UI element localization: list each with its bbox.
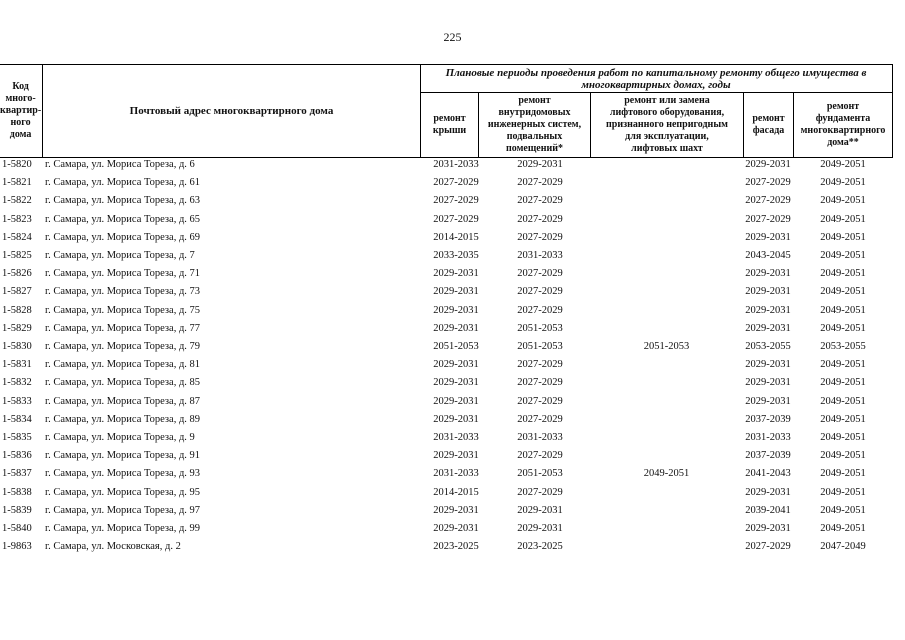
row-code: 1-5839 bbox=[2, 504, 32, 516]
table-row bbox=[0, 411, 905, 429]
row-engineering: 2027-2029 bbox=[517, 413, 563, 425]
table-row bbox=[0, 538, 905, 556]
row-address: г. Самара, ул. Мориса Тореза, д. 99 bbox=[45, 523, 201, 534]
row-engineering: 2029-2031 bbox=[517, 504, 563, 516]
row-code: 1-5826 bbox=[2, 268, 32, 280]
row-facade: 2037-2039 bbox=[745, 413, 791, 425]
row-address: г. Самара, ул. Мориса Тореза, д. 97 bbox=[45, 504, 201, 516]
row-facade: 2027-2029 bbox=[745, 541, 791, 553]
row-roof: 2014-2015 bbox=[433, 231, 479, 243]
row-code: 1-5834 bbox=[2, 413, 32, 425]
row-foundation: 2049-2051 bbox=[820, 213, 866, 225]
row-foundation: 2049-2051 bbox=[820, 177, 866, 189]
row-facade: 2039-2041 bbox=[745, 504, 791, 516]
row-roof: 2029-2031 bbox=[433, 523, 479, 534]
row-code: 1-5836 bbox=[2, 450, 32, 462]
row-roof: 2027-2029 bbox=[433, 177, 479, 189]
row-code: 1-5830 bbox=[2, 341, 32, 352]
table-row bbox=[0, 156, 905, 174]
row-code: 1-5822 bbox=[2, 195, 32, 207]
row-engineering: 2031-2033 bbox=[517, 250, 563, 261]
row-roof: 2029-2031 bbox=[433, 450, 479, 462]
row-code: 1-5820 bbox=[2, 159, 32, 170]
row-code: 1-5825 bbox=[2, 250, 32, 261]
row-engineering: 2031-2033 bbox=[517, 432, 563, 443]
row-code: 1-5835 bbox=[2, 432, 32, 443]
header-plan-title: Плановые периоды проведения работ по капитальному ремонту общего имущества в многоквартирных домах, годы bbox=[445, 67, 867, 91]
row-engineering: 2029-2031 bbox=[517, 523, 563, 534]
row-engineering: 2027-2029 bbox=[517, 195, 563, 207]
row-engineering: 2051-2053 bbox=[517, 468, 563, 480]
row-facade: 2029-2031 bbox=[745, 377, 791, 389]
row-code: 1-5824 bbox=[2, 231, 32, 243]
row-roof: 2033-2035 bbox=[433, 250, 479, 261]
row-address: г. Самара, ул. Мориса Тореза, д. 69 bbox=[45, 231, 201, 243]
row-foundation: 2047-2049 bbox=[820, 541, 866, 553]
row-foundation: 2049-2051 bbox=[820, 395, 866, 407]
row-code: 1-5827 bbox=[2, 286, 32, 298]
row-roof: 2029-2031 bbox=[433, 377, 479, 389]
row-roof: 2027-2029 bbox=[433, 213, 479, 225]
row-roof: 2029-2031 bbox=[433, 268, 479, 280]
row-address: г. Самара, ул. Мориса Тореза, д. 79 bbox=[45, 341, 201, 352]
row-foundation: 2049-2051 bbox=[820, 268, 866, 280]
row-facade: 2037-2039 bbox=[745, 450, 791, 462]
row-address: г. Самара, ул. Мориса Тореза, д. 93 bbox=[45, 468, 201, 480]
row-facade: 2029-2031 bbox=[745, 268, 791, 280]
row-roof: 2029-2031 bbox=[433, 286, 479, 298]
table-row bbox=[0, 447, 905, 465]
row-address: г. Самара, ул. Мориса Тореза, д. 81 bbox=[45, 359, 201, 371]
row-foundation: 2049-2051 bbox=[820, 432, 866, 443]
row-foundation: 2049-2051 bbox=[820, 359, 866, 371]
row-foundation: 2049-2051 bbox=[820, 250, 866, 261]
table-row bbox=[0, 374, 905, 392]
table-row bbox=[0, 393, 905, 411]
row-foundation: 2049-2051 bbox=[820, 450, 866, 462]
row-facade: 2029-2031 bbox=[745, 159, 791, 170]
table-row bbox=[0, 265, 905, 283]
row-address: г. Самара, ул. Мориса Тореза, д. 6 bbox=[45, 159, 195, 170]
row-engineering: 2029-2031 bbox=[517, 159, 563, 170]
table-row bbox=[0, 302, 905, 320]
row-roof: 2029-2031 bbox=[433, 413, 479, 425]
row-engineering: 2027-2029 bbox=[517, 395, 563, 407]
row-facade: 2043-2045 bbox=[745, 250, 791, 261]
row-address: г. Самара, ул. Мориса Тореза, д. 95 bbox=[45, 486, 201, 498]
table-row bbox=[0, 247, 905, 265]
row-code: 1-9863 bbox=[2, 541, 32, 553]
row-foundation: 2049-2051 bbox=[820, 523, 866, 534]
row-facade: 2041-2043 bbox=[745, 468, 791, 480]
row-address: г. Самара, ул. Мориса Тореза, д. 87 bbox=[45, 395, 201, 407]
row-engineering: 2027-2029 bbox=[517, 377, 563, 389]
page-number: 225 bbox=[443, 30, 462, 44]
table-row bbox=[0, 502, 905, 520]
row-foundation: 2049-2051 bbox=[820, 322, 866, 334]
row-roof: 2029-2031 bbox=[433, 504, 479, 516]
row-engineering: 2027-2029 bbox=[517, 268, 563, 280]
row-address: г. Самара, ул. Мориса Тореза, д. 75 bbox=[45, 304, 201, 316]
row-foundation: 2049-2051 bbox=[820, 377, 866, 389]
row-foundation: 2049-2051 bbox=[820, 486, 866, 498]
header-roof: ремонт крыши bbox=[432, 113, 467, 136]
row-foundation: 2049-2051 bbox=[820, 468, 866, 480]
row-roof: 2031-2033 bbox=[433, 468, 479, 480]
row-code: 1-5831 bbox=[2, 359, 32, 371]
row-facade: 2027-2029 bbox=[745, 177, 791, 189]
row-facade: 2029-2031 bbox=[745, 286, 791, 298]
row-code: 1-5823 bbox=[2, 213, 32, 225]
header-divider bbox=[892, 64, 893, 158]
row-engineering: 2027-2029 bbox=[517, 486, 563, 498]
row-roof: 2014-2015 bbox=[433, 486, 479, 498]
table-row bbox=[0, 338, 905, 356]
row-foundation: 2049-2051 bbox=[820, 195, 866, 207]
row-code: 1-5838 bbox=[2, 486, 32, 498]
row-facade: 2027-2029 bbox=[745, 195, 791, 207]
table-row bbox=[0, 320, 905, 338]
row-roof: 2031-2033 bbox=[433, 432, 479, 443]
row-roof: 2023-2025 bbox=[433, 541, 479, 553]
row-roof: 2027-2029 bbox=[433, 195, 479, 207]
row-facade: 2027-2029 bbox=[745, 213, 791, 225]
row-roof: 2029-2031 bbox=[433, 304, 479, 316]
header-facade: ремонт фасада bbox=[752, 113, 785, 136]
row-facade: 2029-2031 bbox=[745, 523, 791, 534]
row-engineering: 2027-2029 bbox=[517, 450, 563, 462]
header-address: Почтовый адрес многоквартирного дома bbox=[129, 105, 334, 117]
row-address: г. Самара, ул. Мориса Тореза, д. 89 bbox=[45, 413, 201, 425]
row-address: г. Самара, ул. Мориса Тореза, д. 65 bbox=[45, 213, 201, 225]
row-roof: 2029-2031 bbox=[433, 359, 479, 371]
row-engineering: 2051-2053 bbox=[517, 322, 563, 334]
row-engineering: 2027-2029 bbox=[517, 177, 563, 189]
row-lift: 2049-2051 bbox=[643, 468, 690, 480]
row-address: г. Самара, ул. Московская, д. 2 bbox=[45, 541, 181, 553]
row-address: г. Самара, ул. Мориса Тореза, д. 73 bbox=[45, 286, 201, 298]
table-row bbox=[0, 174, 905, 192]
table-row bbox=[0, 283, 905, 301]
row-roof: 2029-2031 bbox=[433, 395, 479, 407]
row-address: г. Самара, ул. Мориса Тореза, д. 85 bbox=[45, 377, 201, 389]
row-engineering: 2023-2025 bbox=[517, 541, 563, 553]
row-code: 1-5821 bbox=[2, 177, 32, 189]
row-address: г. Самара, ул. Мориса Тореза, д. 63 bbox=[45, 195, 201, 207]
row-address: г. Самара, ул. Мориса Тореза, д. 91 bbox=[45, 450, 201, 462]
row-facade: 2029-2031 bbox=[745, 304, 791, 316]
row-code: 1-5829 bbox=[2, 322, 32, 334]
row-foundation: 2049-2051 bbox=[820, 413, 866, 425]
row-code: 1-5832 bbox=[2, 377, 32, 389]
header-lift: ремонт или замена лифтового оборудования, признанного непригодным для эксплуатации, лифтовых шахт bbox=[606, 95, 728, 154]
table-row bbox=[0, 229, 905, 247]
row-foundation: 2049-2051 bbox=[820, 159, 866, 170]
table-row bbox=[0, 192, 905, 210]
row-facade: 2029-2031 bbox=[745, 486, 791, 498]
table-row bbox=[0, 465, 905, 483]
row-engineering: 2027-2029 bbox=[517, 213, 563, 225]
row-code: 1-5828 bbox=[2, 304, 32, 316]
row-facade: 2029-2031 bbox=[745, 231, 791, 243]
row-address: г. Самара, ул. Мориса Тореза, д. 71 bbox=[45, 268, 201, 280]
row-facade: 2029-2031 bbox=[745, 359, 791, 371]
row-facade: 2053-2055 bbox=[745, 341, 791, 352]
row-facade: 2031-2033 bbox=[745, 432, 791, 443]
table-row bbox=[0, 429, 905, 447]
header-engineering: ремонт внутридомовых инженерных систем, подвальных помещений* bbox=[487, 95, 582, 154]
row-facade: 2029-2031 bbox=[745, 395, 791, 407]
row-foundation: 2053-2055 bbox=[820, 341, 866, 352]
table-row bbox=[0, 211, 905, 229]
row-code: 1-5837 bbox=[2, 468, 32, 480]
row-address: г. Самара, ул. Мориса Тореза, д. 61 bbox=[45, 177, 201, 189]
row-address: г. Самара, ул. Мориса Тореза, д. 77 bbox=[45, 322, 201, 334]
row-foundation: 2049-2051 bbox=[820, 286, 866, 298]
row-foundation: 2049-2051 bbox=[820, 304, 866, 316]
row-code: 1-5840 bbox=[2, 523, 32, 534]
row-engineering: 2027-2029 bbox=[517, 231, 563, 243]
row-roof: 2031-2033 bbox=[433, 159, 479, 170]
row-engineering: 2051-2053 bbox=[517, 341, 563, 352]
row-foundation: 2049-2051 bbox=[820, 231, 866, 243]
header-foundation: ремонт фундамента многоквартирного дома** bbox=[800, 101, 886, 148]
row-lift: 2051-2053 bbox=[643, 341, 690, 352]
table-row bbox=[0, 484, 905, 502]
table-row bbox=[0, 520, 905, 538]
row-roof: 2051-2053 bbox=[433, 341, 479, 352]
row-address: г. Самара, ул. Мориса Тореза, д. 7 bbox=[45, 250, 195, 261]
row-code: 1-5833 bbox=[2, 395, 32, 407]
row-roof: 2029-2031 bbox=[433, 322, 479, 334]
row-foundation: 2049-2051 bbox=[820, 504, 866, 516]
row-address: г. Самара, ул. Мориса Тореза, д. 9 bbox=[45, 432, 195, 443]
table-row bbox=[0, 356, 905, 374]
header-code: Код много- квартир- ного дома bbox=[0, 81, 42, 140]
row-engineering: 2027-2029 bbox=[517, 286, 563, 298]
row-engineering: 2027-2029 bbox=[517, 359, 563, 371]
row-engineering: 2027-2029 bbox=[517, 304, 563, 316]
row-facade: 2029-2031 bbox=[745, 322, 791, 334]
